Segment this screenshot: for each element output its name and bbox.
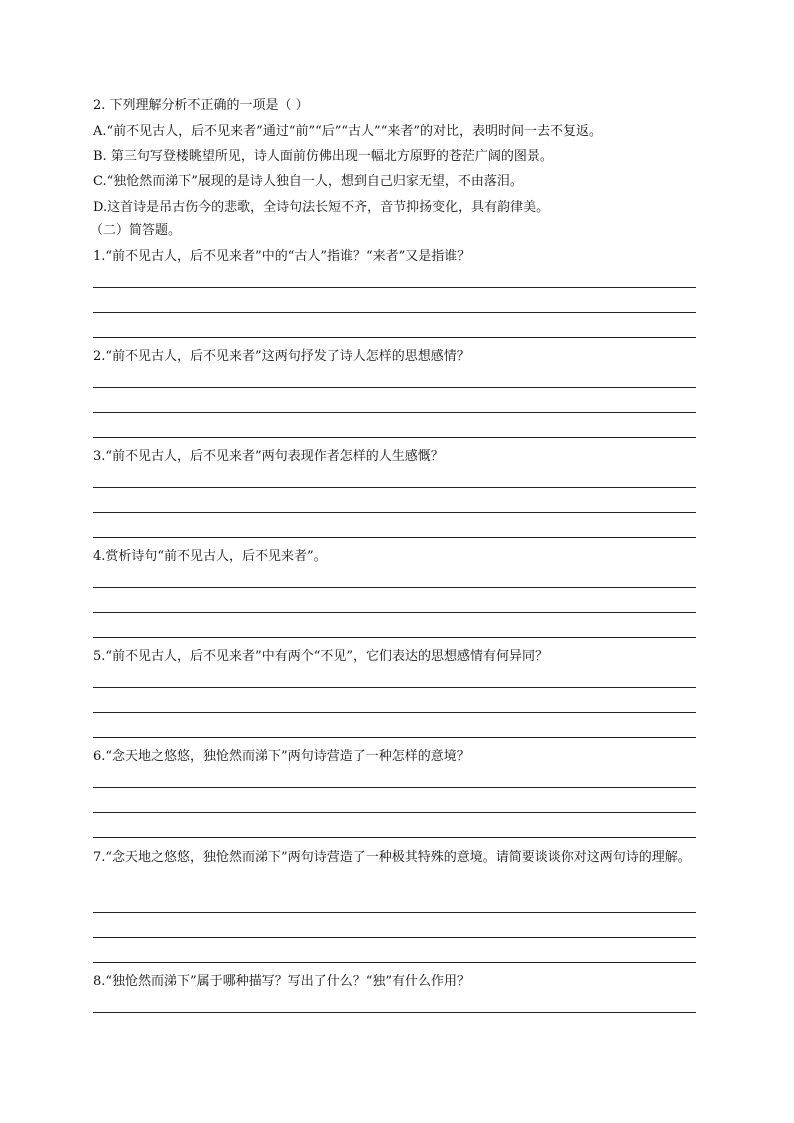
answer-line[interactable] bbox=[93, 962, 696, 963]
short-question-7: 7.“念天地之悠悠，独怆然而涕下”两句诗营造了一种极其特殊的意境。请简要谈谈你对这两句诗的理解。 bbox=[93, 850, 691, 865]
answer-line[interactable] bbox=[93, 637, 696, 638]
mc-option-d: D.这首诗是吊古伤今的悲歌，全诗句法长短不齐，音节抑扬变化，具有韵律美。 bbox=[93, 200, 550, 215]
answer-line[interactable] bbox=[93, 687, 696, 688]
mc-option-b: B. 第三句写登楼眺望所见，诗人面前仿佛出现一幅北方原野的苍茫广阔的图景。 bbox=[93, 149, 553, 164]
answer-line[interactable] bbox=[93, 537, 696, 538]
short-question-8: 8.“独怆然而涕下”属于哪种描写？写出了什么？“独”有什么作用？ bbox=[93, 974, 470, 989]
short-question-1: 1.“前不见古人，后不见来者”中的“古人”指谁？“来者”又是指谁？ bbox=[93, 249, 471, 264]
answer-line[interactable] bbox=[93, 912, 696, 913]
answer-line[interactable] bbox=[93, 337, 696, 338]
answer-line[interactable] bbox=[93, 737, 696, 738]
short-question-6: 6.“念天地之悠悠，独怆然而涕下”两句诗营造了一种怎样的意境？ bbox=[93, 749, 470, 764]
answer-line[interactable] bbox=[93, 312, 696, 313]
section-title: （二）简答题。 bbox=[90, 223, 182, 238]
answer-line[interactable] bbox=[93, 437, 696, 438]
mc-question: 2. 下列理解分析不正确的一项是（ ） bbox=[93, 98, 309, 113]
answer-line[interactable] bbox=[93, 387, 696, 388]
answer-line[interactable] bbox=[93, 512, 696, 513]
short-question-2: 2.“前不见古人，后不见来者”这两句抒发了诗人怎样的思想感情？ bbox=[93, 349, 470, 364]
mc-option-c: C.“独怆然而涕下”展现的是诗人独自一人，想到自己归家无望，不由落泪。 bbox=[93, 174, 523, 189]
answer-line[interactable] bbox=[93, 937, 696, 938]
answer-line[interactable] bbox=[93, 787, 696, 788]
answer-line[interactable] bbox=[93, 1012, 696, 1013]
answer-line[interactable] bbox=[93, 587, 696, 588]
short-question-4: 4.赏析诗句“前不见古人，后不见来者”。 bbox=[93, 549, 327, 564]
answer-line[interactable] bbox=[93, 712, 696, 713]
answer-line[interactable] bbox=[93, 612, 696, 613]
answer-line[interactable] bbox=[93, 812, 696, 813]
answer-line[interactable] bbox=[93, 487, 696, 488]
answer-line[interactable] bbox=[93, 412, 696, 413]
short-question-5: 5.“前不见古人，后不见来者”中有两个“不见”，它们表达的思想感情有何异同？ bbox=[93, 649, 548, 664]
short-question-3: 3.“前不见古人，后不见来者”两句表现作者怎样的人生感慨？ bbox=[93, 449, 444, 464]
answer-line[interactable] bbox=[93, 837, 696, 838]
answer-line[interactable] bbox=[93, 287, 696, 288]
mc-option-a: A.“前不见古人，后不见来者”通过“前”“后”“古人”“来者”的对比，表明时间一去不复返。 bbox=[93, 124, 602, 139]
